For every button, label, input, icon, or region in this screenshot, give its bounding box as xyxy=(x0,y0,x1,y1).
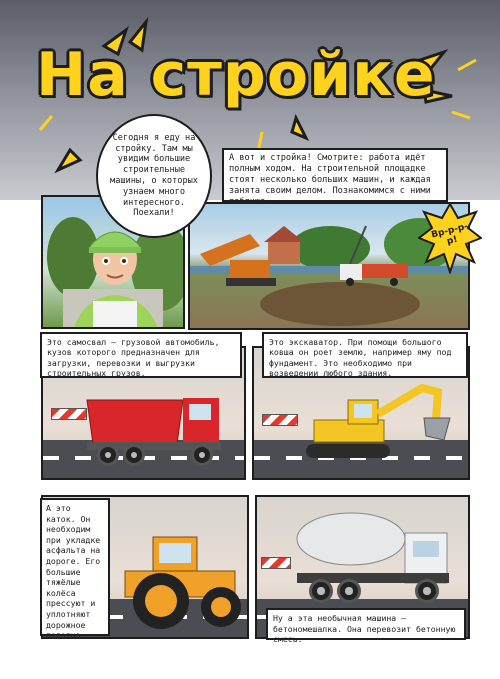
road-roller-caption xyxy=(40,498,110,641)
dump-truck-caption xyxy=(40,332,242,378)
dump-truck-caption-text: Это самосвал — грузовой автомобиль, кузов которого предназначен для загрузки, перевозки и выгрузки строительных грузов. xyxy=(47,337,220,379)
road-roller-caption-text: А это каток. Он необходим при укладке асфальта на дороге. Его большие тяжёлые колёса прессуют и уплотняют дорожное полотно. xyxy=(46,503,101,641)
page-title: На стройке xyxy=(36,40,436,110)
intro-speech-text: Сегодня я еду на стройку. Там мы увидим большие строительные машины, о которых узнаем много интересного. Поехали! xyxy=(110,132,198,219)
intro-speech-bubble xyxy=(96,114,212,238)
wheel xyxy=(123,444,145,466)
excavator-caption xyxy=(262,332,468,378)
concrete-mixer-caption xyxy=(266,608,466,645)
wheel xyxy=(337,579,361,603)
concrete-mixer-caption-text: Ну а эта необычная машина — бетономешалка. Она перевозит бетонную смесь. xyxy=(273,613,456,645)
narration-text: А вот и стройка! Смотрите: работа идёт полным ходом. На строительной площадке стоят несколько больших машин, и каждая занята своим делом. Познакомимся с ними поближе. xyxy=(229,153,431,207)
narration-box xyxy=(222,148,448,207)
wheel xyxy=(415,579,439,603)
wheel xyxy=(191,444,213,466)
wheel xyxy=(309,579,333,603)
excavator-caption-text: Это экскаватор. При помощи большого ковша он роет землю, например яму под фундамент. Это необходимо при возведении любого здания. xyxy=(269,337,452,379)
sound-text: Вр-р-р-р! xyxy=(430,221,470,247)
wheel xyxy=(97,444,119,466)
